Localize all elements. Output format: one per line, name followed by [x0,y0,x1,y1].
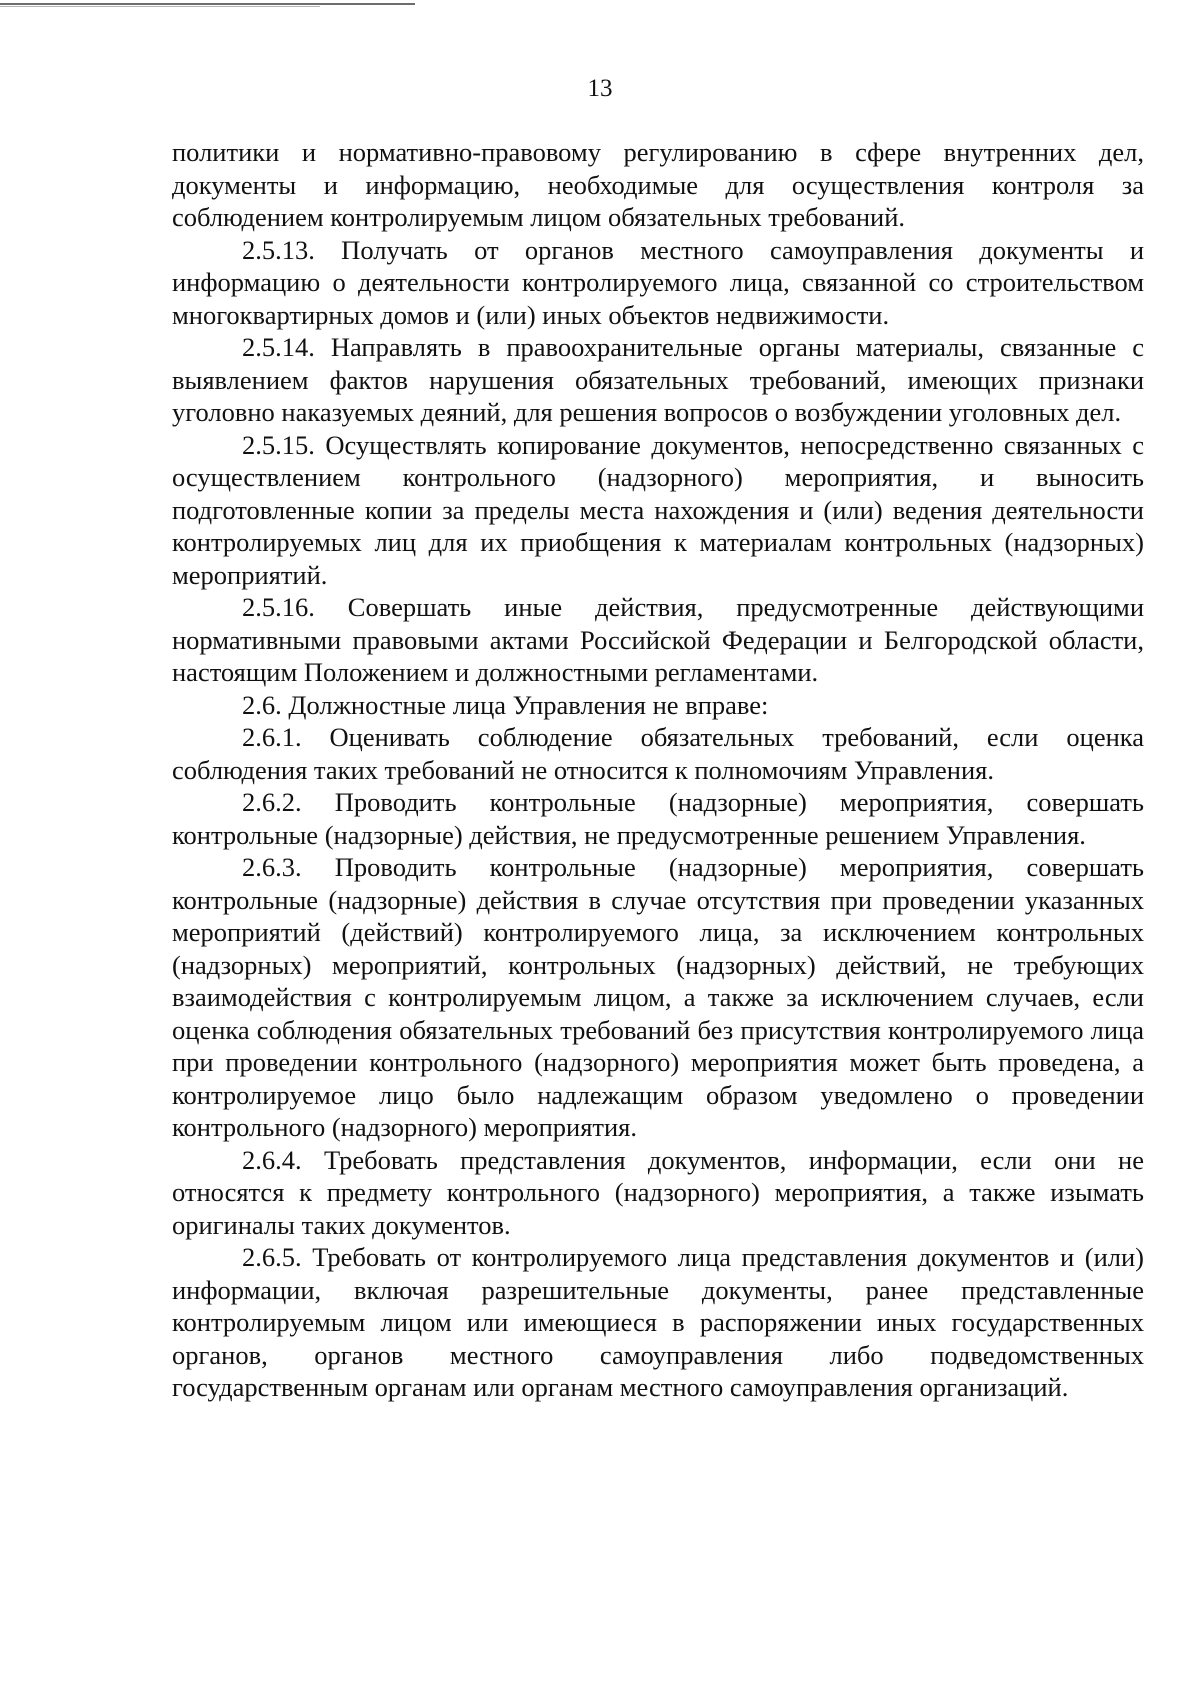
scan-edge-line-secondary [0,6,320,7]
paragraph-2-6-1: 2.6.1. Оценивать соблюдение обязательных требований, если оценка соблюдения таких требований не относится к полномочиям Управления. [172,722,1144,785]
paragraph-2-6-2: 2.6.2. Проводить контрольные (надзорные) мероприятия, совершать контрольные (надзорные) действия, не предусмотренные решением Управления. [172,787,1144,850]
paragraph-2-6-3: 2.6.3. Проводить контрольные (надзорные) мероприятия, совершать контрольные (надзорные) действия в случае отсутствия при проведении указанных мероприятий (действий) контролируемого лица, за исключением контрольных (надзорных) мероприятий, контрольных (надзорных) действий, не требующих взаимодействия с контролируемым лицом, а также за исключением случаев, если оценка соблюдения обязательных требований без присутствия контролируемого лица при проведении контрольного (надзорного) мероприятия может быть проведена, а контролируемое лицо было надлежащим образом уведомлено о проведении контрольного (надзорного) мероприятия. [172,852,1144,1142]
document-body [172,136,1144,1404]
paragraph-2-6: 2.6. Должностные лица Управления не вправе: [242,689,769,720]
paragraph-2-5-14: 2.5.14. Направлять в правоохранительные органы материалы, связанные с выявлением фактов нарушения обязательных требований, имеющих признаки уголовно наказуемых деяний, для решения вопросов о возбуждении уголовных дел. [172,332,1144,427]
scan-edge-line [0,3,415,5]
paragraph-2-6-4: 2.6.4. Требовать представления документов, информации, если они не относятся к предмету контрольного (надзорного) мероприятия, а также изымать оригиналы таких документов. [172,1144,1144,1240]
paragraph-2-5-15: 2.5.15. Осуществлять копирование документов, непосредственно связанных с осуществлением контрольного (надзорного) мероприятия, и выносить подготовленные копии за пределы места нахождения и (или) ведения деятельности контролируемых лиц для их приобщения к материалам контрольных (надзорных) мероприятий. [172,429,1144,590]
paragraph-continuation: политики и нормативно-правовому регулированию в сфере внутренних дел, документы и информацию, необходимые для осуществления контроля за соблюдением контролируемым лицом обязательных требований. [172,137,1144,232]
paragraph-2-5-13: 2.5.13. Получать от органов местного самоуправления документы и информацию о деятельности контролируемого лица, связанной со строительством многоквартирных домов и (или) иных объектов недвижимости. [172,234,1144,330]
paragraph-2-5-16: 2.5.16. Совершать иные действия, предусмотренные действующими нормативными правовыми актами Российской Федерации и Белгородской области, настоящим Положением и должностными регламентами. [172,592,1144,687]
paragraph-2-6-5: 2.6.5. Требовать от контролируемого лица представления документов и (или) информации, включая разрешительные документы, ранее представленные контролируемым лицом или имеющиеся в распоряжении иных государственных органов, органов местного самоуправления либо подведомственных государственным органам или органам местного самоуправления организаций. [172,1242,1144,1402]
page-number: 13 [587,75,613,102]
